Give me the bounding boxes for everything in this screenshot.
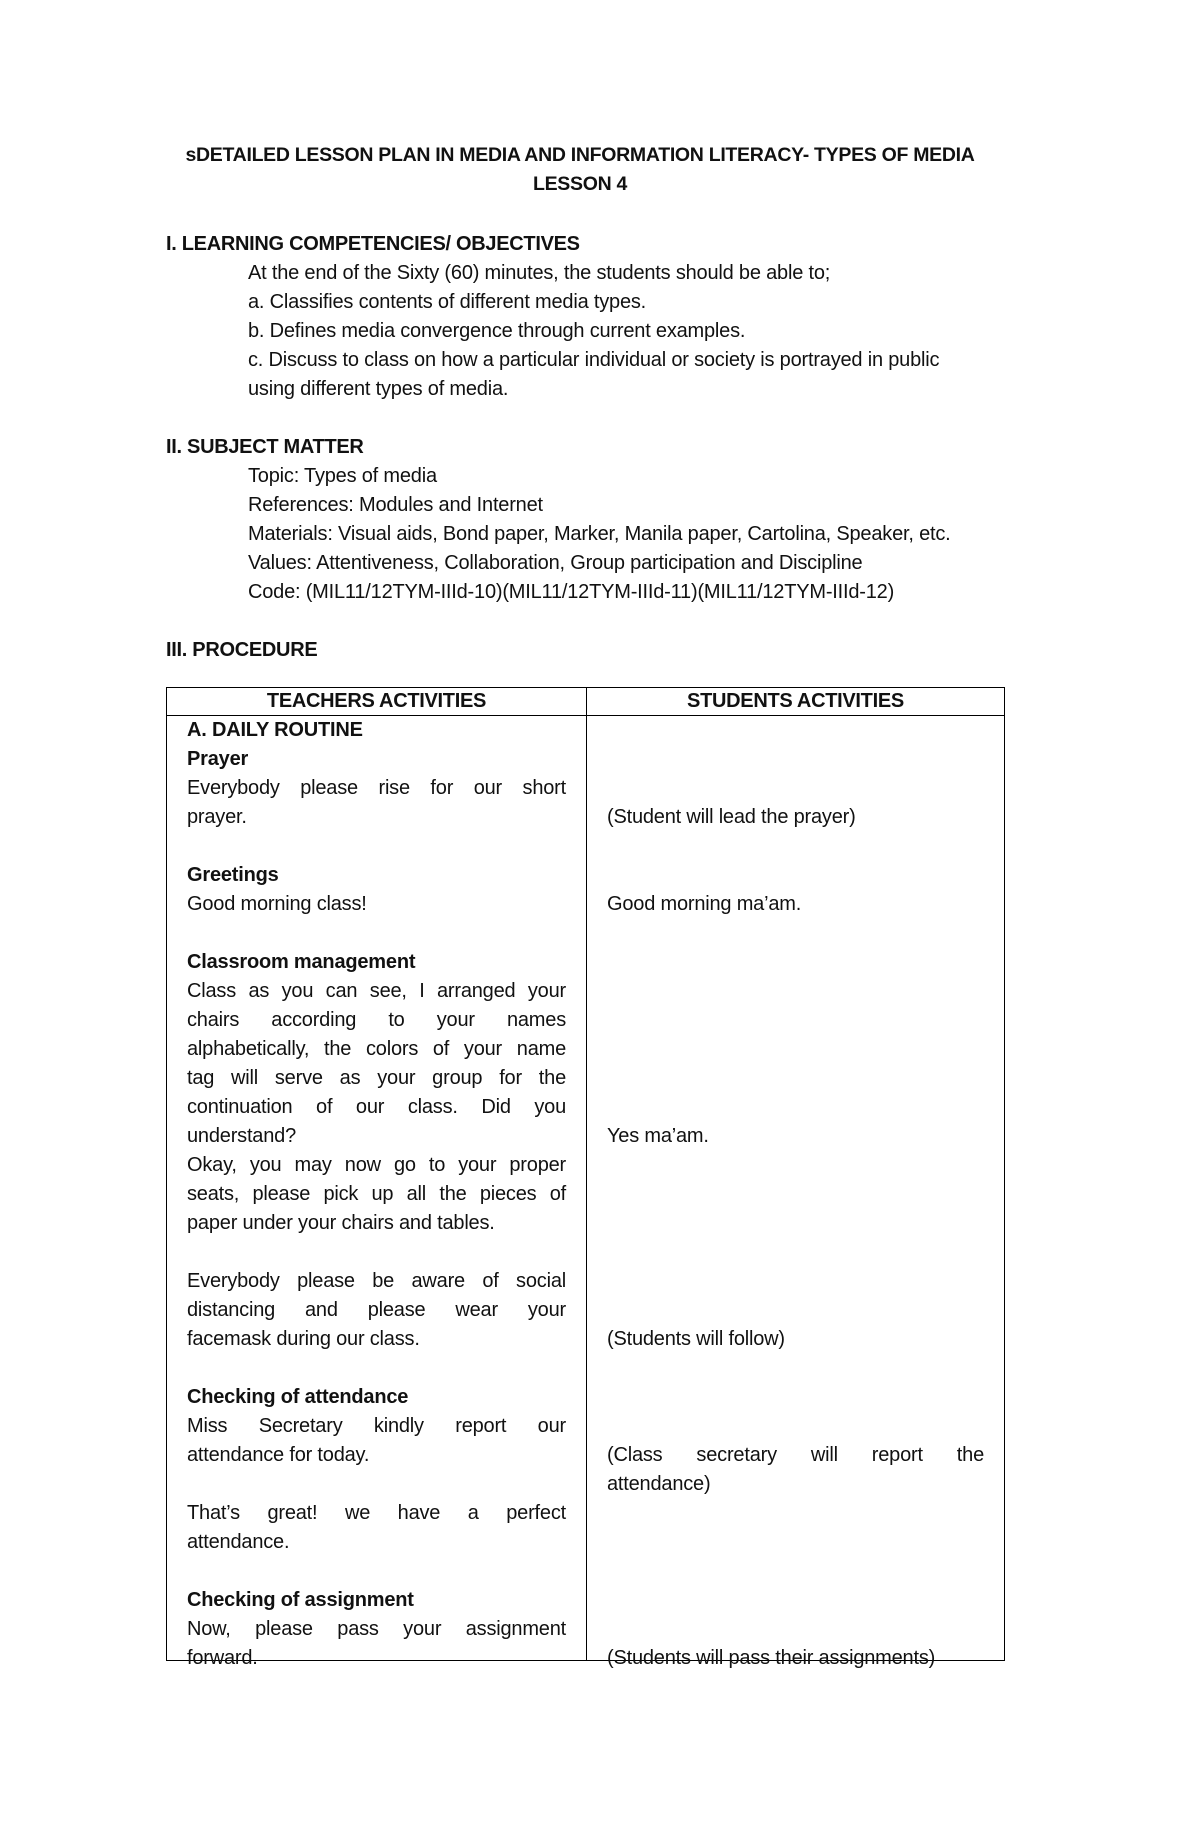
student-line: Yes ma’am. (607, 1125, 709, 1147)
student-line: Good morning ma’am. (607, 893, 802, 915)
student-line: attendance) (607, 1473, 711, 1495)
student-line: (Students will follow) (607, 1328, 785, 1350)
teacher-line: Class as you can see, I arranged your (187, 980, 566, 1002)
document-title: sDETAILED LESSON PLAN IN MEDIA AND INFORMATION LITERACY- TYPES OF MEDIA (185, 144, 975, 166)
teacher-line: attendance for today. (187, 1444, 370, 1466)
greetings-heading: Greetings (187, 864, 279, 886)
objective-item: c. Discuss to class on how a particular individual or society is portrayed in public (248, 349, 940, 371)
student-line: (Student will lead the prayer) (607, 806, 856, 828)
teacher-line: Everybody please be aware of social (187, 1270, 566, 1292)
section-heading-objectives: I. LEARNING COMPETENCIES/ OBJECTIVES (166, 233, 580, 255)
section-heading-subject-matter: II. SUBJECT MATTER (166, 436, 364, 458)
teacher-line: paper under your chairs and tables. (187, 1212, 495, 1234)
objective-item-continued: using different types of media. (248, 378, 509, 400)
teacher-line: facemask during our class. (187, 1328, 420, 1350)
table-row (167, 716, 1005, 1661)
teacher-line: continuation of our class. Did you (187, 1096, 566, 1118)
assignment-heading: Checking of assignment (187, 1589, 414, 1611)
subject-code: Code: (MIL11/12TYM-IIId-10)(MIL11/12TYM-IIId-11)(MIL11/12TYM-IIId-12) (248, 581, 895, 603)
objective-item: b. Defines media convergence through current examples. (248, 320, 746, 342)
subject-references: References: Modules and Internet (248, 494, 543, 516)
student-line: (Students will pass their assignments) (607, 1647, 936, 1669)
teacher-line: prayer. (187, 806, 247, 828)
teacher-line: attendance. (187, 1531, 290, 1553)
teacher-activities-cell (167, 716, 587, 1669)
teacher-line: That’s great! we have a perfect (187, 1502, 566, 1524)
teacher-line: chairs according to your names (187, 1009, 566, 1031)
objective-item: a. Classifies contents of different media types. (248, 291, 647, 313)
procedure-table (166, 687, 1005, 1669)
classroom-management-heading: Classroom management (187, 951, 416, 973)
table-header-row (167, 688, 1005, 716)
student-line: (Class secretary will report the (607, 1444, 984, 1466)
teacher-line: Now, please pass your assignment (187, 1618, 566, 1640)
teacher-line: alphabetically, the colors of your name (187, 1038, 566, 1060)
teacher-line: tag will serve as your group for the (187, 1067, 566, 1089)
teacher-line: forward. (187, 1647, 258, 1669)
teacher-line: Miss Secretary kindly report our (187, 1415, 566, 1437)
teacher-line: seats, please pick up all the pieces of (187, 1183, 566, 1205)
student-activities-cell (587, 716, 1005, 1669)
prayer-heading: Prayer (187, 748, 249, 770)
daily-routine-heading: A. DAILY ROUTINE (187, 719, 363, 741)
teachers-activities-header: TEACHERS ACTIVITIES (167, 688, 587, 716)
attendance-heading: Checking of attendance (187, 1386, 409, 1408)
subject-materials: Materials: Visual aids, Bond paper, Marker, Manila paper, Cartolina, Speaker, etc. (248, 523, 951, 545)
students-activities-header: STUDENTS ACTIVITIES (587, 688, 1005, 716)
subject-values: Values: Attentiveness, Collaboration, Group participation and Discipline (248, 552, 863, 574)
teacher-line: Good morning class! (187, 893, 367, 915)
document-subtitle: LESSON 4 (532, 173, 628, 195)
section-heading-procedure: III. PROCEDURE (166, 639, 318, 661)
subject-topic: Topic: Types of media (248, 465, 437, 487)
teacher-line: Okay, you may now go to your proper (187, 1154, 566, 1176)
teacher-line: distancing and please wear your (187, 1299, 566, 1321)
teacher-line: Everybody please rise for our short (187, 777, 566, 799)
teacher-line: understand? (187, 1125, 297, 1147)
objectives-intro: At the end of the Sixty (60) minutes, the students should be able to; (248, 262, 831, 284)
